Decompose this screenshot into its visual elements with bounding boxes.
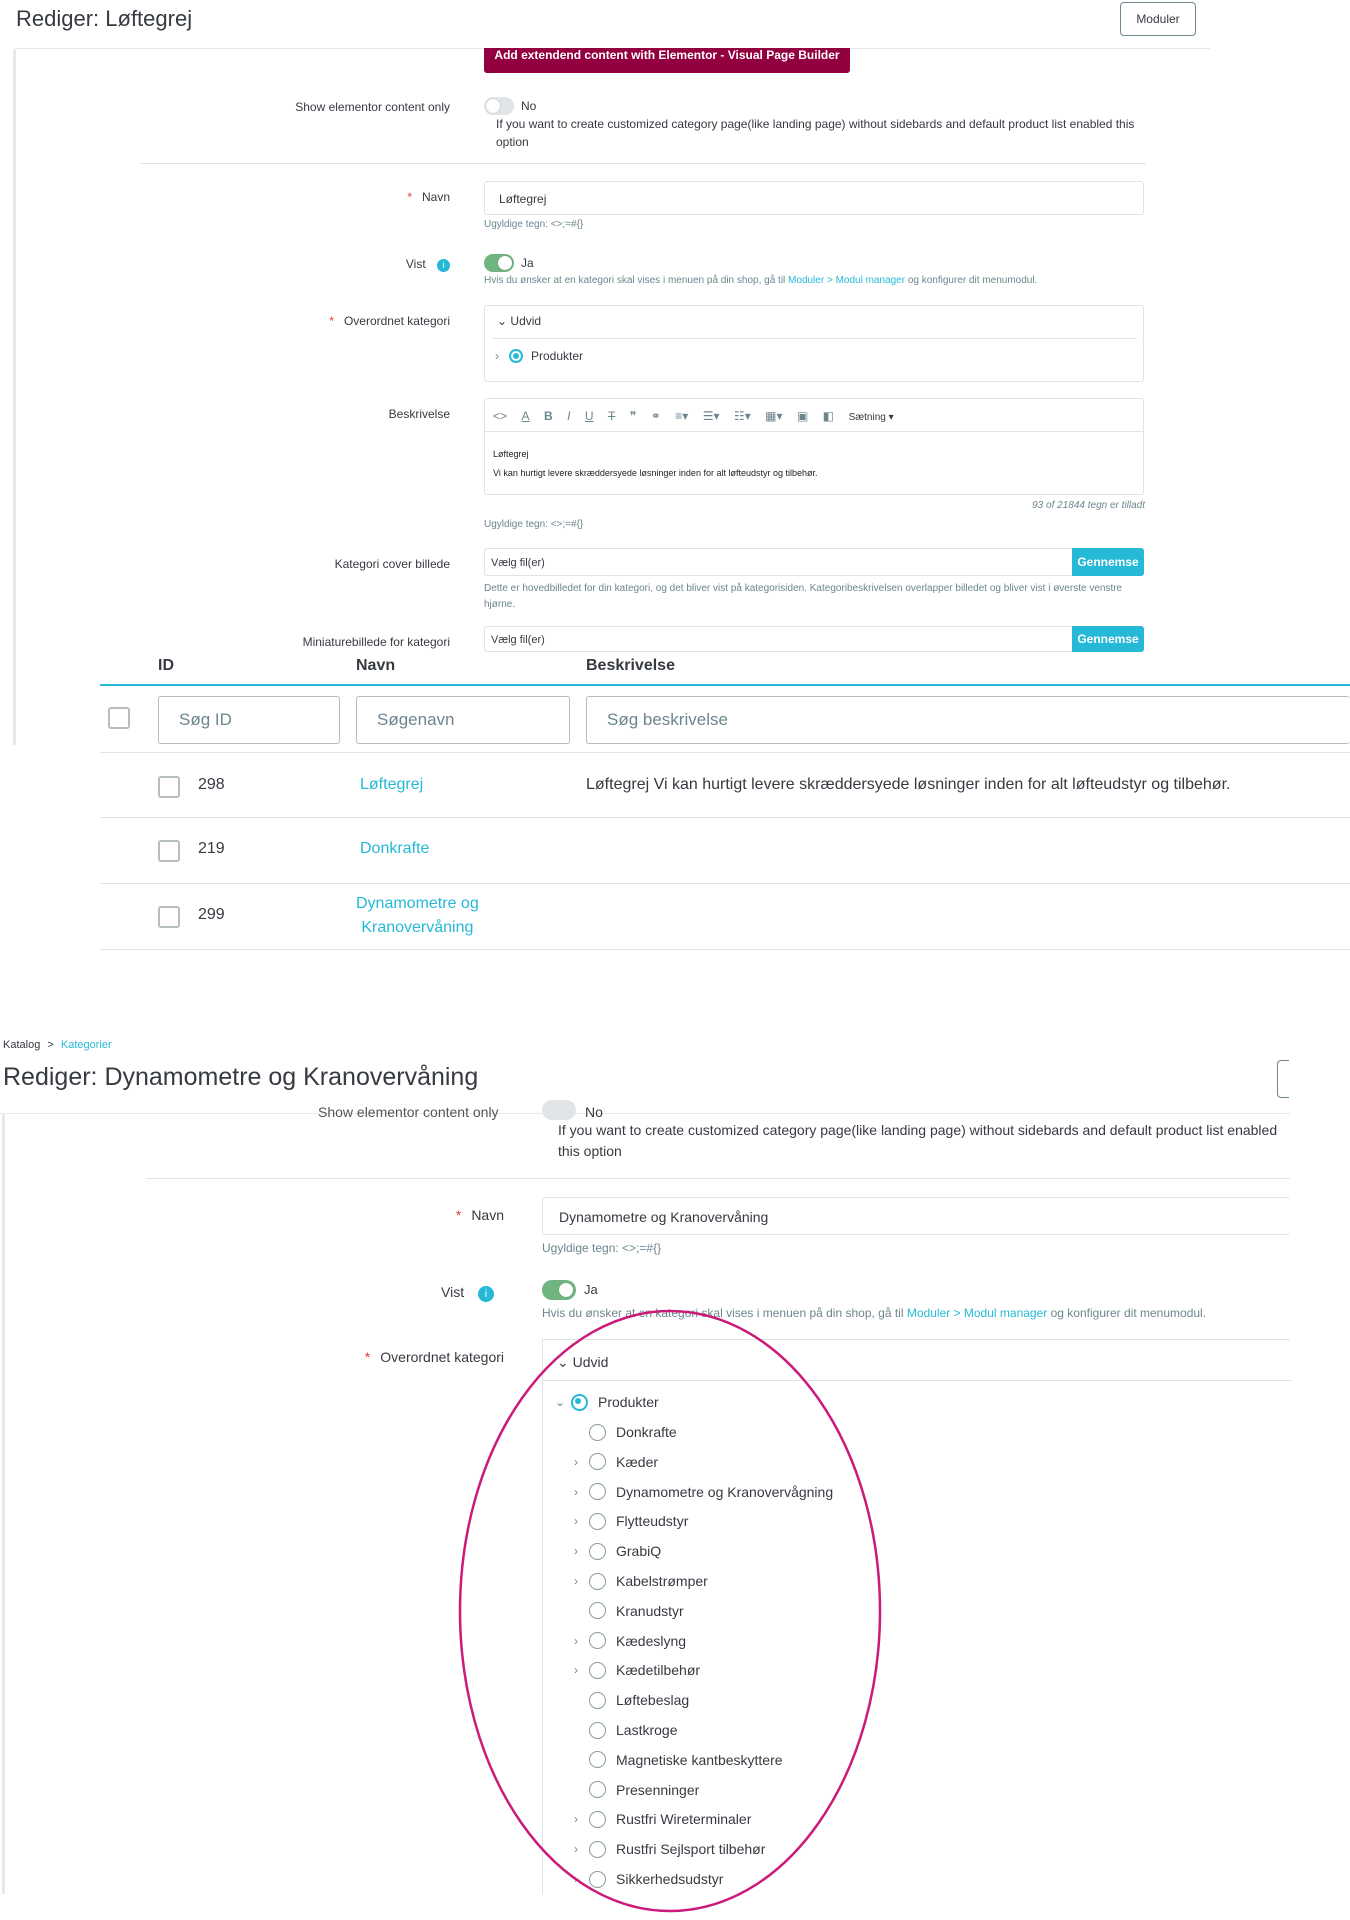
name-label: * Navn: [455, 1207, 504, 1223]
filter-id-input[interactable]: Søg ID: [158, 696, 340, 744]
parent-category-label: * Overordnet kategori: [364, 1349, 504, 1365]
section-divider: [146, 1178, 1290, 1179]
underline-icon[interactable]: U: [584, 409, 594, 423]
tree-item-label: Donkrafte: [616, 1424, 677, 1440]
tree-item-label: Rustfri Sejlsport tilbehør: [616, 1841, 766, 1858]
name-invalid-chars: Ugyldige tegn: <>;=#{}: [484, 219, 584, 230]
visible-toggle[interactable]: [484, 254, 514, 272]
visible-label: Vist i: [200, 257, 450, 272]
chevron-right-icon[interactable]: ›: [574, 1663, 578, 1678]
chevron-right-icon[interactable]: ›: [574, 1514, 578, 1529]
show-elementor-help: If you want to create customized category page(like landing page) without sidebards and default product list enabled this option: [496, 117, 1135, 149]
description-label: Beskrivelse: [388, 407, 450, 421]
row-checkbox[interactable]: [158, 906, 180, 928]
chevron-right-icon[interactable]: ›: [574, 1842, 578, 1857]
header-button-edge[interactable]: [1277, 1060, 1289, 1098]
row-checkbox[interactable]: [158, 840, 180, 862]
parent-category-label: * Overordnet kategori: [329, 314, 450, 328]
chevron-right-icon[interactable]: ›: [574, 1633, 578, 1648]
thumbnail-browse-button[interactable]: Gennemse: [1072, 626, 1144, 652]
left-rail: [13, 50, 16, 745]
row-id: 299: [198, 906, 225, 923]
text-color-icon[interactable]: A: [521, 409, 530, 423]
row-name-link[interactable]: Donkrafte: [360, 840, 430, 857]
strikethrough-icon[interactable]: T: [607, 409, 616, 423]
tree-item-label: Lastkroge: [616, 1722, 678, 1738]
page-title: Rediger: Dynamometre og Kranovervåning: [3, 1063, 479, 1091]
chevron-right-icon[interactable]: ›: [574, 1574, 578, 1588]
table-icon[interactable]: ▦▾: [765, 409, 783, 423]
row-checkbox[interactable]: [158, 776, 180, 798]
tree-item-label: Kædetilbehør: [616, 1662, 701, 1679]
header-divider: [0, 1113, 1290, 1114]
header-underline: [100, 684, 1350, 686]
cover-browse-button[interactable]: Gennemse: [1072, 548, 1144, 576]
column-header-description[interactable]: Beskrivelse: [586, 657, 675, 674]
tree-root-item[interactable]: › Produkter: [495, 349, 584, 363]
cover-image-label: Kategori cover billede: [334, 557, 450, 571]
row-id: 298: [198, 776, 225, 793]
thumbnail-file-input[interactable]: Vælg fil(er): [484, 626, 1074, 652]
chevron-down-icon[interactable]: ⌄: [555, 1395, 566, 1409]
chevron-down-icon: ⌄: [497, 314, 508, 328]
show-elementor-label: Show elementor content only: [295, 100, 450, 114]
editor-content[interactable]: [493, 445, 818, 483]
name-invalid-chars: Ugyldige tegn: <>;=#{}: [542, 1241, 662, 1255]
page-title: Rediger: Løftegrej: [16, 6, 193, 31]
chevron-right-icon[interactable]: ›: [574, 1484, 578, 1499]
chevron-down-icon: ⌄: [557, 1354, 569, 1370]
radio-button[interactable]: [509, 349, 523, 363]
breadcrumb: Katalog > Kategorier: [3, 1039, 112, 1051]
tree-item-label: Rustfri Wireterminaler: [616, 1811, 752, 1828]
link-icon[interactable]: ⚭: [650, 409, 661, 423]
chevron-right-icon[interactable]: ›: [574, 1872, 578, 1886]
row-name-link[interactable]: Løftegrej: [360, 776, 424, 793]
info-icon[interactable]: i: [478, 1286, 494, 1302]
chevron-right-icon[interactable]: ›: [574, 1812, 578, 1827]
image-icon[interactable]: ▣: [797, 409, 809, 423]
module-manager-link[interactable]: Moduler > Modul manager: [788, 275, 906, 286]
name-label: * Navn: [407, 190, 450, 204]
visible-toggle[interactable]: [542, 1280, 576, 1300]
row-name-link[interactable]: Dynamometre og Kranovervåning: [356, 895, 479, 936]
format-dropdown[interactable]: Sætning ▾: [848, 412, 894, 423]
chevron-right-icon[interactable]: ›: [574, 1544, 578, 1559]
tree-item-label: Presenninger: [616, 1781, 700, 1798]
highlight-circle: [455, 1300, 915, 1920]
row-id: 219: [198, 840, 225, 857]
description-editor: [484, 398, 1144, 495]
visible-value: Ja: [521, 256, 534, 270]
char-counter: 93 of 21844 tegn er tilladt: [1032, 500, 1145, 511]
tree-item-label: Dynamometre og Kranovervågning: [616, 1483, 834, 1500]
tree-item-label: Løftebeslag: [616, 1692, 690, 1709]
row-divider: [100, 817, 1350, 818]
visible-help: Hvis du ønsker at en kategori skal vises i menuen på din shop, gå til Moduler > Modul manager og konfigurer dit menumodul.: [542, 1306, 1207, 1320]
show-elementor-toggle[interactable]: [484, 97, 514, 115]
section-divider: [140, 163, 1146, 164]
bullet-list-icon[interactable]: ☰▾: [702, 409, 720, 423]
breadcrumb-current[interactable]: Kategorier: [60, 1039, 112, 1051]
info-icon[interactable]: i: [437, 259, 450, 272]
chevron-right-icon[interactable]: ›: [574, 1454, 578, 1469]
cover-file-input[interactable]: Vælg fil(er): [484, 548, 1074, 576]
quote-icon[interactable]: ❞: [629, 409, 637, 423]
filter-description-input[interactable]: Søg beskrivelse: [586, 696, 1350, 744]
row-description: Løftegrej Vi kan hurtigt levere skræddersyede løsninger inden for alt løfteudstyr og tilbehør.: [586, 776, 1231, 793]
chevron-right-icon[interactable]: ›: [495, 349, 499, 363]
italic-icon[interactable]: I: [567, 409, 571, 423]
description-invalid-chars: Ugyldige tegn: <>;=#{}: [484, 519, 584, 530]
tree-item-label: Kranudstyr: [616, 1602, 684, 1619]
description-line-2: Vi kan hurtigt levere skræddersyede løsninger inden for alt løfteudstyr og tilbehør.: [493, 468, 818, 478]
media-icon[interactable]: ◧: [822, 409, 835, 423]
elementor-button[interactable]: Add extendend content with Elementor - Visual Page Builder: [484, 48, 850, 73]
modules-button[interactable]: Moduler: [1120, 2, 1196, 36]
row-divider: [100, 949, 1350, 950]
tree-expand[interactable]: ⌄ Udvid: [557, 1354, 609, 1370]
code-icon[interactable]: <>: [493, 409, 508, 423]
module-manager-link[interactable]: Moduler > Modul manager: [906, 1306, 1048, 1320]
select-all-checkbox[interactable]: [108, 707, 130, 729]
row-divider: [100, 883, 1350, 884]
tree-item-label: Kabelstrømper: [616, 1573, 708, 1589]
breadcrumb-root[interactable]: Katalog: [3, 1039, 41, 1051]
tree-expand[interactable]: ⌄ Udvid: [497, 314, 542, 328]
visible-help: Hvis du ønsker at en kategori skal vises i menuen på din shop, gå til Moduler > Modul manager og konfigurer dit menumodul.: [484, 275, 1038, 286]
cover-help: Dette er hovedbilledet for din kategori, og det bliver vist på kategorisiden. Kategoribeskrivelsen overlapper billedet og bliver vist i øverste venstre hjørne.: [484, 583, 1123, 610]
visible-value: Ja: [584, 1282, 598, 1297]
name-input[interactable]: Dynamometre og Kranovervåning: [542, 1197, 1290, 1235]
name-input[interactable]: Løftegrej: [484, 181, 1144, 215]
tree-item-label: Sikkerhedsudstyr: [616, 1871, 724, 1887]
row-divider: [100, 752, 1350, 753]
show-elementor-label-cut: Show elementor content only: [318, 1104, 499, 1120]
show-elementor-value-cut: No: [585, 1104, 603, 1120]
tree-item-label: Magnetiske kantbeskyttere: [616, 1751, 783, 1768]
show-elementor-value: No: [521, 99, 537, 113]
visible-label: Vist i: [250, 1284, 494, 1302]
thumbnail-label: Miniaturebillede for kategori: [302, 635, 450, 649]
tree-item-label: Kædeslyng: [616, 1632, 687, 1649]
column-header-id[interactable]: ID: [158, 657, 174, 674]
editor-toolbar-divider: [485, 431, 1143, 432]
tree-divider: [493, 338, 1137, 339]
tree-item-label: Kæder: [616, 1453, 659, 1470]
description-line-1: Løftegrej: [493, 449, 529, 459]
category-table: [100, 652, 1350, 952]
editor-toolbar: [493, 407, 904, 425]
tree-item-label: Flytteudstyr: [616, 1513, 689, 1530]
tree-item-label: GrabiQ: [616, 1543, 662, 1560]
show-elementor-help: If you want to create customized category page(like landing page) without sidebards and default product list enabled this option: [558, 1122, 1278, 1159]
bold-icon[interactable]: B: [543, 409, 553, 423]
column-header-name[interactable]: Navn: [356, 657, 396, 674]
tree-root-item[interactable]: ⌄ Produkter: [555, 1394, 659, 1410]
align-icon[interactable]: ≡▾: [675, 409, 689, 423]
left-rail: [2, 1114, 5, 1894]
filter-name-input[interactable]: Søgenavn: [356, 696, 570, 744]
category-tree: [484, 305, 1144, 382]
numbered-list-icon[interactable]: ☷▾: [733, 409, 751, 423]
show-elementor-toggle-cut[interactable]: [542, 1113, 576, 1120]
